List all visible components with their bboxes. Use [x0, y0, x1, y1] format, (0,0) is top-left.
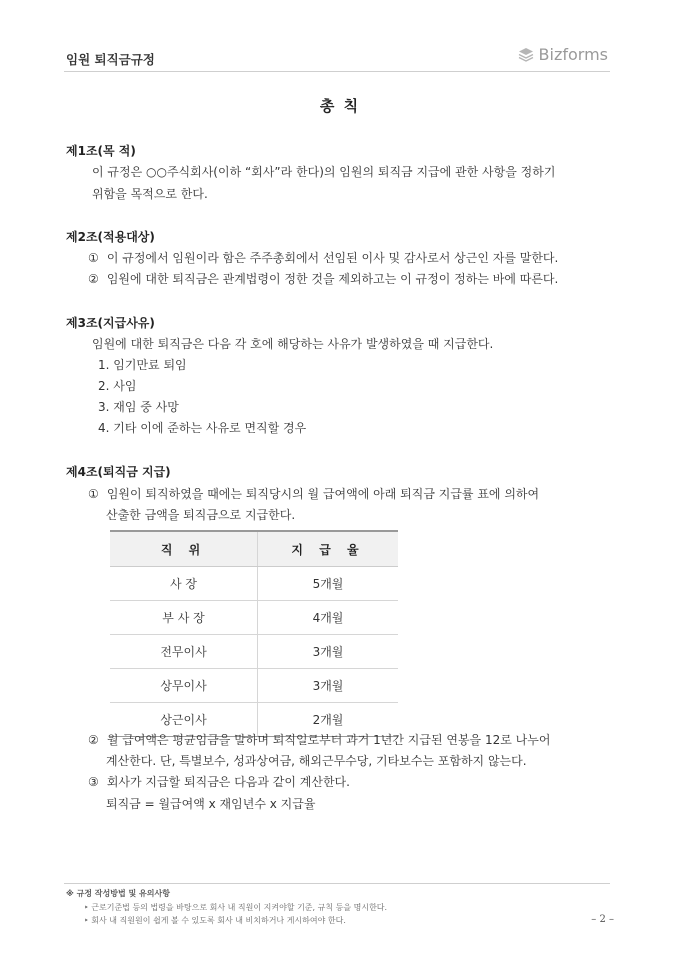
item-text: 회사가 지급할 퇴직금은 다음과 같이 계산한다.: [106, 775, 350, 789]
article-2-item-1: [88, 249, 558, 266]
rate-cell: 3개월: [258, 669, 399, 703]
item-mark: ②: [88, 733, 99, 747]
article-2-title: 제2조(적용대상): [66, 230, 155, 244]
rate-cell: 3개월: [258, 635, 399, 669]
position-cell: 상무이사: [110, 669, 258, 703]
item-text: 임원이 퇴직하였을 때에는 퇴직당시의 월 급여액에 아래 퇴직금 지급률 표에 의하여: [106, 487, 540, 501]
header-title: 임원 퇴직금규정: [66, 52, 155, 67]
rate-cell: 2개월: [258, 703, 399, 737]
table-header-row: [110, 531, 398, 567]
stacked-layers-icon: [518, 47, 534, 63]
page-number: – 2 –: [591, 914, 614, 925]
retirement-rate-table: [110, 530, 398, 737]
article-3-intro: 임원에 대한 퇴직금은 다음 각 호에 해당하는 사유가 발생하였을 때 지급한다.: [92, 337, 494, 351]
article-3-title: 제3조(지급사유): [66, 316, 155, 330]
position-cell: 전무이사: [110, 635, 258, 669]
footer-title: ※ 규정 작성방법 및 유의사항: [66, 889, 170, 898]
rate-cell: 4개월: [258, 601, 399, 635]
item-mark: ③: [88, 775, 99, 789]
article-3-item-4: 4. 기타 이에 준하는 사유로 면직할 경우: [98, 421, 307, 435]
footer-divider: [64, 883, 610, 884]
table-row: [110, 635, 398, 669]
rate-cell: 5개월: [258, 567, 399, 601]
column-header-position: 직 위: [110, 531, 258, 567]
item-text: 이 규정에서 임원이라 함은 주주총회에서 선임된 이사 및 감사로서 상근인 자를 말한다.: [106, 251, 559, 265]
column-header-rate: 지 급 율: [258, 531, 399, 567]
article-1-line-2: 위함을 목적으로 한다.: [92, 187, 208, 201]
article-1-title: 제1조(목 적): [66, 144, 136, 158]
article-3-item-3: 3. 재임 중 사망: [98, 400, 179, 414]
article-1-line-1: 이 규정은 ○○주식회사(이하 “회사”라 한다)의 임원의 퇴직금 지급에 관한 사항을 정하기: [92, 165, 556, 179]
position-cell: 상근이사: [110, 703, 258, 737]
item-mark: ②: [88, 272, 99, 286]
article-4-para-3-line-1: [88, 773, 350, 790]
table-row: [110, 669, 398, 703]
table-row: [110, 567, 398, 601]
footer-note-1: ‣ 근로기준법 등의 법령을 바탕으로 회사 내 직원이 지켜야할 기준, 규칙 등을 명시한다.: [84, 903, 388, 912]
table-row: [110, 601, 398, 635]
article-3-item-1: 1. 임기만료 퇴임: [98, 358, 187, 372]
document-title: 총 칙: [319, 97, 361, 115]
brand-name: Bizforms: [538, 45, 608, 64]
article-4-title: 제4조(퇴직금 지급): [66, 465, 171, 479]
article-4-para-2-line-2: 계산한다. 단, 특별보수, 성과상여금, 해외근무수당, 기타보수는 포함하지 않는다.: [106, 754, 527, 768]
article-4-formula: 퇴직금 = 월급여액 x 재임년수 x 지급율: [106, 797, 316, 811]
position-cell: 부 사 장: [110, 601, 258, 635]
position-cell: 사 장: [110, 567, 258, 601]
article-4-para-1-line-1: [88, 485, 539, 502]
article-2-item-2: [88, 270, 558, 287]
footer-note-2: ‣ 회사 내 직원원이 쉽게 볼 수 있도록 회사 내 비치하거나 게시하여야 한다.: [84, 916, 346, 925]
item-mark: ①: [88, 251, 99, 265]
article-3-item-2: 2. 사임: [98, 379, 137, 393]
article-4-para-2-line-1: [88, 731, 550, 748]
item-mark: ①: [88, 487, 99, 501]
article-4-para-1-line-2: 산출한 금액을 퇴직금으로 지급한다.: [106, 508, 296, 522]
item-text: 임원에 대한 퇴직금은 관계법령이 정한 것을 제외하고는 이 규정이 정하는 바에 따른다.: [106, 272, 559, 286]
brand-logo: [518, 45, 608, 64]
header-divider: [64, 71, 610, 72]
item-text: 월 급여액은 평균임금을 말하며 퇴직일로부터 과거 1년간 지급된 연봉을 12로 나누어: [106, 733, 551, 747]
